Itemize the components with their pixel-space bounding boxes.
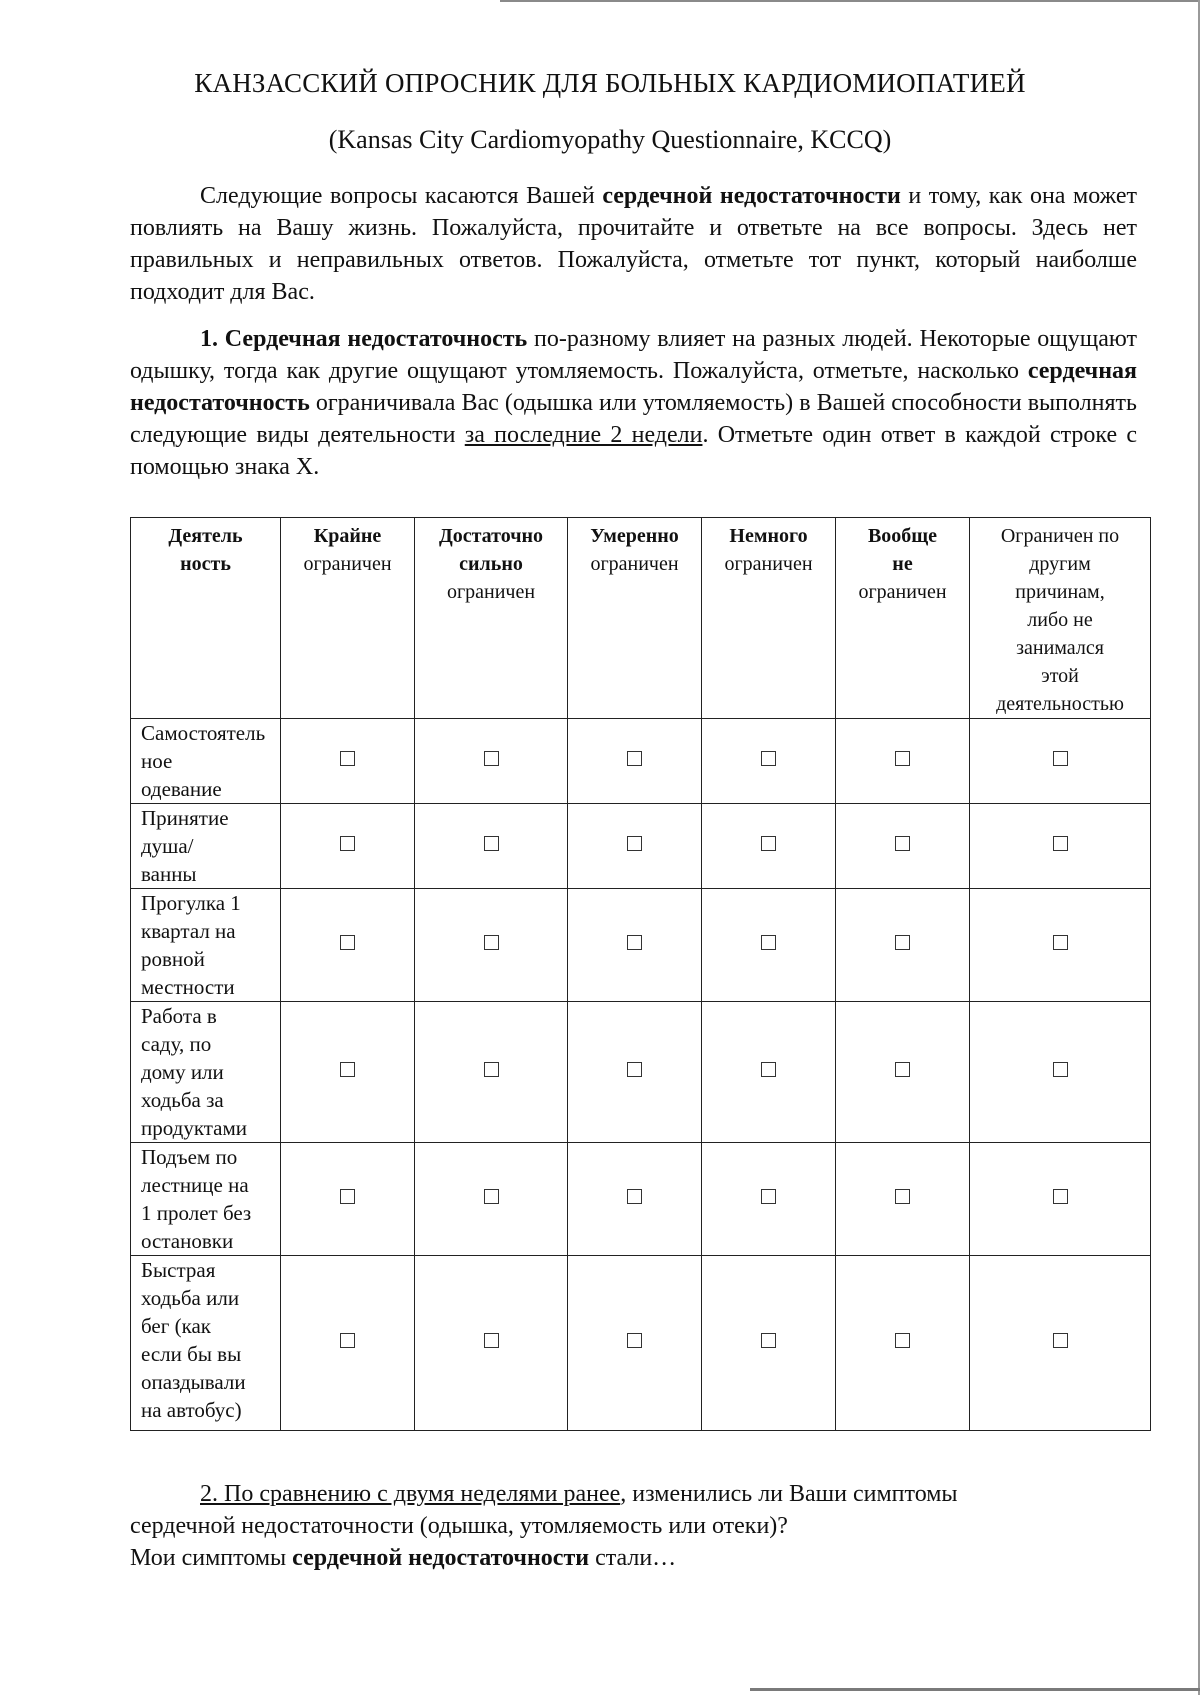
activity-label-line: Подъем по — [141, 1145, 238, 1169]
checkbox-row-4-col-2[interactable] — [484, 1062, 499, 1077]
question-2-line-3 — [130, 1542, 1137, 1574]
answer-cell — [970, 719, 1151, 804]
checkbox-row-4-col-5[interactable] — [895, 1062, 910, 1077]
table-row — [131, 889, 1151, 1002]
header-col-5-bold-line: Вообще — [867, 525, 938, 547]
header-col-6-line: занимался — [1016, 637, 1104, 659]
question-1-bold-2: сердечная недостаточность — [130, 358, 1137, 416]
checkbox-row-5-col-4[interactable] — [761, 1189, 776, 1204]
header-col-2-line: ограничен — [446, 581, 536, 603]
activity-label-line: ходьба или — [141, 1286, 240, 1310]
answer-cell — [702, 804, 836, 889]
answer-cell — [702, 1002, 836, 1143]
question-1-paragraph — [130, 323, 1137, 483]
checkbox-row-3-col-1[interactable] — [340, 935, 355, 950]
answer-cell — [281, 719, 415, 804]
activity-label — [131, 1143, 281, 1256]
checkbox-row-1-col-2[interactable] — [484, 751, 499, 766]
activity-label-line: Прогулка 1 — [141, 891, 241, 915]
activity-label-line: Быстрая — [141, 1258, 216, 1282]
checkbox-row-2-col-3[interactable] — [627, 836, 642, 851]
checkbox-row-6-col-2[interactable] — [484, 1333, 499, 1348]
answer-cell — [415, 1143, 568, 1256]
header-col-6-line: Ограничен по — [1000, 525, 1120, 547]
checkbox-row-6-col-5[interactable] — [895, 1333, 910, 1348]
answer-cell — [702, 1256, 836, 1431]
answer-cell — [836, 889, 970, 1002]
header-col-5 — [836, 518, 970, 719]
answer-cell — [415, 1256, 568, 1431]
checkbox-row-1-col-1[interactable] — [340, 751, 355, 766]
activity-label-line: ходьба за — [141, 1088, 224, 1112]
answer-cell — [970, 889, 1151, 1002]
checkbox-row-3-col-5[interactable] — [895, 935, 910, 950]
answer-cell — [568, 804, 702, 889]
header-col-6-line: другим — [1029, 553, 1091, 575]
checkbox-row-2-col-6[interactable] — [1053, 836, 1068, 851]
answer-cell — [836, 1143, 970, 1256]
header-col-4-bold-line: Немного — [729, 525, 808, 547]
question-1-text-3: . Отметьте один ответ в каждой строке с помощью знака Х. — [130, 422, 1138, 480]
table-row — [131, 719, 1151, 804]
header-col-1-line: ограничен — [303, 553, 392, 575]
document-subtitle: (Kansas City Cardiomyopathy Questionnaire, KCCQ) — [328, 125, 892, 154]
header-col-4 — [702, 518, 836, 719]
checkbox-row-5-col-6[interactable] — [1053, 1189, 1068, 1204]
activity-label-line: на автобус) — [141, 1398, 242, 1422]
activity-label-line: местности — [141, 975, 235, 999]
activity-limitation-table — [130, 517, 1151, 1431]
header-col-1 — [281, 518, 415, 719]
header-col-1-bold-line: Крайне — [313, 525, 382, 547]
header-col-4-line: ограничен — [724, 553, 813, 575]
table-header-row — [131, 518, 1151, 719]
activity-label-line: продуктами — [141, 1116, 248, 1140]
checkbox-row-6-col-6[interactable] — [1053, 1333, 1068, 1348]
answer-cell — [281, 1143, 415, 1256]
activity-label-line: ванны — [141, 862, 197, 886]
checkbox-row-1-col-3[interactable] — [627, 751, 642, 766]
checkbox-row-2-col-2[interactable] — [484, 836, 499, 851]
checkbox-row-1-col-4[interactable] — [761, 751, 776, 766]
answer-cell — [415, 889, 568, 1002]
checkbox-row-4-col-1[interactable] — [340, 1062, 355, 1077]
activity-label-line: лестнице на — [141, 1173, 249, 1197]
answer-cell — [970, 804, 1151, 889]
table-body — [131, 719, 1151, 1431]
answer-cell — [836, 1002, 970, 1143]
header-col-5-bold-line: не — [892, 553, 913, 575]
activity-label — [131, 1002, 281, 1143]
answer-cell — [415, 719, 568, 804]
intro-text-2: и тому, как она может повлиять на Вашу жизнь. Пожалуйста, прочитайте и ответьте на все вопросы. Здесь нет правильных и неправильных ответов. Пожалуйста, отметьте тот пункт, который наиболше подходит для Вас. — [130, 183, 1138, 305]
answer-cell — [568, 1143, 702, 1256]
checkbox-row-4-col-3[interactable] — [627, 1062, 642, 1077]
question-1-text-2: ограничивала Вас (одышка или утомляемость) в Вашей способности выполнять следующие виды деятельности — [130, 390, 1137, 448]
activity-label-line: саду, по — [141, 1032, 212, 1056]
checkbox-row-6-col-4[interactable] — [761, 1333, 776, 1348]
activity-label-line: дому или — [141, 1060, 224, 1084]
checkbox-row-3-col-4[interactable] — [761, 935, 776, 950]
document-title: КАНЗАССКИЙ ОПРОСНИК ДЛЯ БОЛЬНЫХ КАРДИОМИОПАТИЕЙ — [194, 68, 1026, 98]
intro-paragraph — [130, 180, 1137, 308]
header-col-6-line: причинам, — [1015, 581, 1105, 603]
header-col-2-bold-line: сильно — [459, 553, 523, 575]
checkbox-row-6-col-3[interactable] — [627, 1333, 642, 1348]
activity-label — [131, 889, 281, 1002]
table-row — [131, 1143, 1151, 1256]
activity-label — [131, 804, 281, 889]
activity-label — [131, 719, 281, 804]
activity-label — [131, 1256, 281, 1431]
activity-label-line: Самостоятель — [141, 721, 266, 745]
activity-label-line: квартал на — [141, 919, 236, 943]
activity-label-line: душа/ — [141, 834, 194, 858]
activity-label-line: 1 пролет без — [141, 1201, 252, 1225]
checkbox-row-2-col-1[interactable] — [340, 836, 355, 851]
question-1-text-1: по-разному влияет на разных людей. Некоторые ощущают одышку, тогда как другие ощущают утомляемость. Пожалуйста, отметьте, насколько — [130, 326, 1138, 384]
header-col-2 — [415, 518, 568, 719]
activity-label-line: опаздывали — [141, 1370, 246, 1394]
activity-label-line: Принятие — [141, 806, 229, 830]
checkbox-row-4-col-6[interactable] — [1053, 1062, 1068, 1077]
header-activity-line: Деятель — [168, 525, 243, 547]
question-2-underline: 2. По сравнению с двумя неделями ранее — [200, 1481, 621, 1507]
header-col-3 — [568, 518, 702, 719]
answer-cell — [568, 719, 702, 804]
checkbox-row-3-col-6[interactable] — [1053, 935, 1068, 950]
answer-cell — [836, 719, 970, 804]
activity-label-line: Работа в — [141, 1004, 217, 1028]
header-col-5-line: ограничен — [858, 581, 947, 603]
answer-cell — [702, 719, 836, 804]
answer-cell — [568, 1002, 702, 1143]
activity-label-line: ровной — [141, 947, 205, 971]
answer-cell — [415, 804, 568, 889]
question-2-line-2: сердечной недостаточности (одышка, утомляемость или отеки)? — [130, 1513, 788, 1539]
intro-text-1: Следующие вопросы касаются Вашей — [200, 183, 603, 209]
question-2-text-1: , изменились ли Ваши симптомы — [620, 1481, 958, 1507]
answer-cell — [281, 1256, 415, 1431]
question-1-number: 1. — [200, 326, 218, 352]
page-edge-top — [500, 0, 1200, 2]
header-activity — [131, 518, 281, 719]
question-2-text-4: стали… — [589, 1545, 677, 1571]
question-2-bold: сердечной недостаточности — [292, 1545, 590, 1571]
intro-bold-1: сердечной недостаточности — [602, 183, 901, 209]
checkbox-row-1-col-6[interactable] — [1053, 751, 1068, 766]
checkbox-row-5-col-2[interactable] — [484, 1189, 499, 1204]
question-1-bold-1: Сердечная недостаточность — [224, 326, 528, 352]
checkbox-row-2-col-4[interactable] — [761, 836, 776, 851]
header-col-6-line: либо не — [1027, 609, 1093, 631]
answer-cell — [568, 1256, 702, 1431]
activity-label-line: ное — [141, 749, 173, 773]
header-col-6-line: этой — [1041, 665, 1079, 687]
activity-label-line: если бы вы — [141, 1342, 242, 1366]
checkbox-row-3-col-3[interactable] — [627, 935, 642, 950]
checkbox-row-2-col-5[interactable] — [895, 836, 910, 851]
header-col-6 — [970, 518, 1151, 719]
answer-cell — [970, 1143, 1151, 1256]
question-2-line-1 — [130, 1478, 1137, 1510]
page-edge-bottom — [750, 1688, 1200, 1691]
activity-label-line: одевание — [141, 777, 222, 801]
table-row — [131, 1002, 1151, 1143]
answer-cell — [281, 804, 415, 889]
answer-cell — [702, 1143, 836, 1256]
activity-label-line: бег (как — [141, 1314, 211, 1338]
checkbox-row-5-col-1[interactable] — [340, 1189, 355, 1204]
checkbox-row-1-col-5[interactable] — [895, 751, 910, 766]
answer-cell — [281, 889, 415, 1002]
checkbox-row-3-col-2[interactable] — [484, 935, 499, 950]
header-col-3-bold-line: Умеренно — [590, 525, 679, 547]
checkbox-row-4-col-4[interactable] — [761, 1062, 776, 1077]
header-col-2-bold-line: Достаточно — [438, 525, 544, 547]
answer-cell — [702, 889, 836, 1002]
question-1-underline: за последние 2 недели — [464, 422, 703, 448]
activity-label-line: остановки — [141, 1229, 234, 1253]
answer-cell — [415, 1002, 568, 1143]
table-row — [131, 804, 1151, 889]
answer-cell — [836, 1256, 970, 1431]
question-2-paragraph — [130, 1478, 1137, 1574]
header-col-6-line: деятельностью — [996, 693, 1124, 715]
checkbox-row-6-col-1[interactable] — [340, 1333, 355, 1348]
header-col-3-line: ограничен — [590, 553, 679, 575]
answer-cell — [970, 1256, 1151, 1431]
answer-cell — [970, 1002, 1151, 1143]
question-2-text-3: Мои симптомы — [130, 1545, 293, 1571]
checkbox-row-5-col-3[interactable] — [627, 1189, 642, 1204]
answer-cell — [836, 804, 970, 889]
table-row — [131, 1256, 1151, 1431]
answer-cell — [281, 1002, 415, 1143]
answer-cell — [568, 889, 702, 1002]
checkbox-row-5-col-5[interactable] — [895, 1189, 910, 1204]
header-activity-line: ность — [180, 553, 231, 575]
